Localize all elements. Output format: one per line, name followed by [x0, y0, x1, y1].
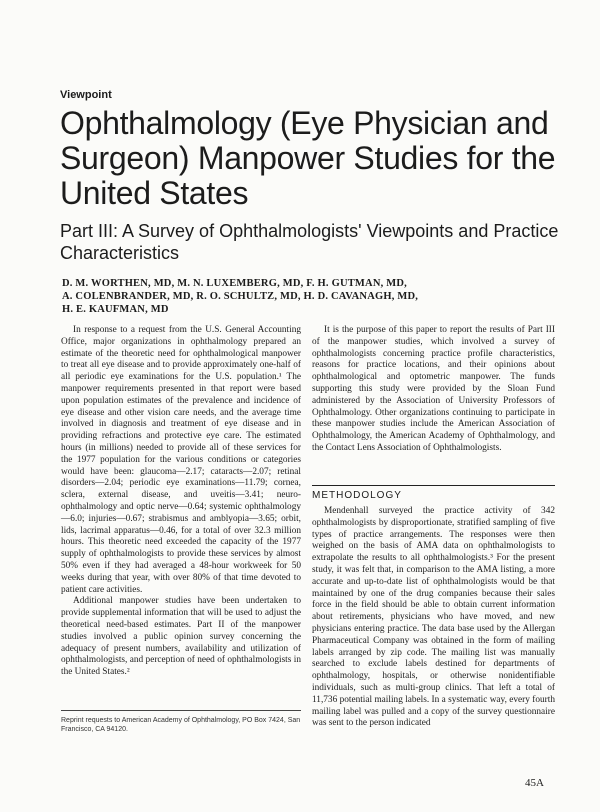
body-paragraph: It is the purpose of this paper to report the results of Part III of the manpower studies, which involved a survey of ophthalmologists concerning practice profile characteristics, reasons for practice locations, and their opinions about ophthalmological and optometric manpower. The funds supporting this study were provided by the Sloan Fund administered by the Association of University Professors of Ophthalmology. Other organizations continuing to participate in these manpower studies include the American Association of Ophthalmology, the American Academy of Ophthalmology, and the Contact Lens Association of Ophthalmologists. — [312, 325, 555, 453]
body-paragraph: Additional manpower studies have been undertaken to provide supplemental information that will be used to adjust the theoretical need-based estimates. Part II of the manpower studies involved a public opinion survey concerning the adequacy of present numbers, availability and utilization of ophthalmologists, and perception of need of ophthalmologists in the United States.² — [61, 596, 301, 678]
body-paragraph: In response to a request from the U.S. General Accounting Office, major organizations in ophthalmology prepared an estimate of the theoretic need for ophthalmological manpower to treat all eye disease and to provide approximately one-half of all periodic eye examinations for the U.S. population.¹ The manpower requirements presented in that report were based upon population estimates of the prevalence and incidence of eye disease and other vision care needs, and the average time involved in diagnosis and treatment of eye disease and in providing refractions and protective eye care. The estimated hours (in millions) needed to provide all of these services for the 1977 population for the various conditions or categories would have been: glaucoma—2.17; cataracts—2.07; retinal disorders—2.04; periodic eye examinations—11.79; cornea, sclera, external disease, and uveitis—3.41; neuro-ophthalmology and optic nerve—0.64; systemic ophthalmology—6.0; injuries—0.67; strabismus and amblyopia—3.65; orbit, lids, lacrimal apparatus—0.46, for a total of over 32.3 million hours. This theoretic need exceeded the capacity of the 1977 supply of ophthalmologists to provide these services by almost 50% even if they had averaged a 48-hour workweek for 50 weeks during that year, with over 80% of that time devoted to patient care activities. — [61, 325, 301, 595]
reprint-footnote: Reprint requests to American Academy of Ophthalmology, PO Box 7424, San Francisco, CA 94120. — [61, 710, 301, 734]
author-line: A. COLENBRANDER, MD, R. O. SCHULTZ, MD, H. D. CAVANAGH, MD, — [62, 291, 419, 302]
section-heading-methodology: METHODOLOGY — [312, 485, 555, 501]
body-paragraph: Mendenhall surveyed the practice activity of 342 ophthalmologists by disproportionate, stratified sampling of five types of practice arrangements. The responses were then weighed on the basis of AMA data on ophthalmologists to extrapolate the results to all ophthalmologists.³ For the present study, it was felt that, in comparison to the AMA listing, a more accurate and up-to-date list of ophthalmologists would be that maintained by one of the drug companies because their sales force in the field should be able to obtain current information about retirements, physicians who have moved, and new physicians entering practice. The data base used by the Allergan Pharmaceutical Company was obtained in the form of mailing labels arranged by zip code. The mailing list was manually searched to exclude labels destined for departments of ophthalmology, hospitals, or otherwise nonidentifiable individuals, such as multi-group clinics. That left a total of 11,736 potential mailing labels. In a systematic way, every fourth mailing label was pulled and a copy of the survey questionnaire was sent to the person indicated — [312, 506, 555, 729]
section-label: Viewpoint — [60, 89, 112, 101]
article-subtitle: Part III: A Survey of Ophthalmologists' Viewpoints and Practice Characteristics — [60, 221, 559, 263]
right-column-intro — [312, 325, 555, 455]
author-line: H. E. KAUFMAN, MD — [62, 304, 169, 315]
author-list — [62, 277, 562, 316]
author-line: D. M. WORTHEN, MD, M. N. LUXEMBERG, MD, F. H. GUTMAN, MD, — [62, 278, 407, 289]
article-title: Ophthalmology (Eye Physician and Surgeon) Manpower Studies for the United States — [60, 105, 556, 211]
page-number: 45A — [525, 777, 544, 789]
left-column — [61, 325, 301, 679]
right-column-methodology — [312, 506, 555, 730]
